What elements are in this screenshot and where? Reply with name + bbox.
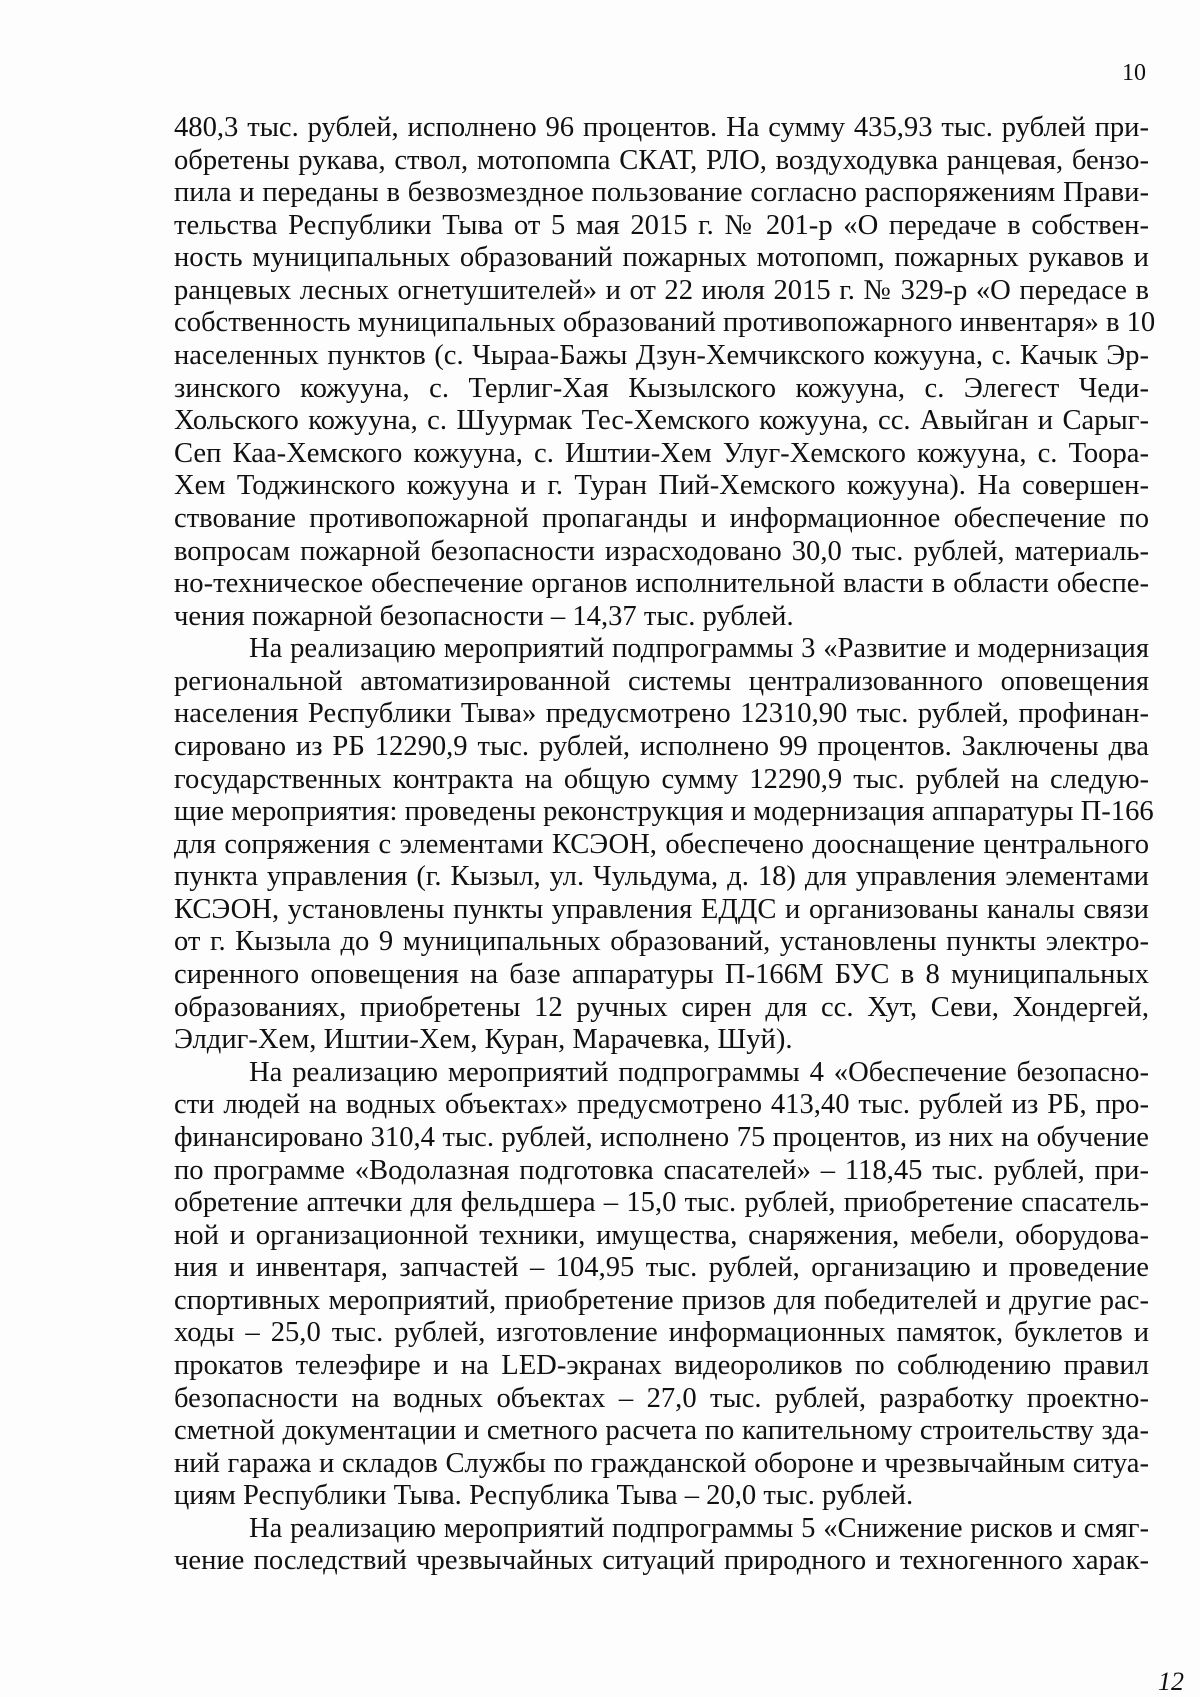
paragraph-first-line: На реализацию мероприятий подпрограммы 5 «Снижение рисков и смяг- <box>249 1512 1149 1544</box>
text-line: сметной документации и сметного расчета по капительному строительству зда- <box>174 1415 1149 1447</box>
text-line: ствование противопожарной пропаганды и информационное обеспечение по <box>174 502 1149 534</box>
text-line: чение последствий чрезвычайных ситуаций природного и техногенного харак- <box>174 1545 1149 1577</box>
page-number: 10 <box>1122 60 1146 86</box>
text-line: Хем Тоджинского кожууна и г. Туран Пий-Хемского кожууна). На совершен- <box>174 470 1149 502</box>
text-line: Хольского кожууна, с. Шуурмак Тес-Хемского кожууна, сс. Авыйган и Сарыг- <box>174 405 1149 437</box>
text-line: 480,3 тыс. рублей, исполнено 96 процентов. На сумму 435,93 тыс. рублей при- <box>174 112 1149 143</box>
paragraph-first-line: На реализацию мероприятий подпрограммы 3 «Развитие и модернизация <box>249 633 1149 665</box>
text-line: пила и переданы в безвозмездное пользование согласно распоряжениям Прави- <box>174 177 1149 209</box>
text-line: ходы – 25,0 тыс. рублей, изготовление информационных памяток, буклетов и <box>174 1317 1149 1349</box>
text-line: населения Республики Тыва» предусмотрено 12310,90 тыс. рублей, профинан- <box>174 698 1149 730</box>
text-line: ния и инвентаря, запчастей – 104,95 тыс. рублей, организацию и проведение <box>174 1252 1149 1284</box>
text-line: финансировано 310,4 тыс. рублей, исполнено 75 процентов, из них на обучение <box>174 1121 1149 1153</box>
text-line: безопасности на водных объектах – 27,0 тыс. рублей, разработку проектно- <box>174 1382 1149 1414</box>
text-line: сиренного оповещения на базе аппаратуры П-166М БУС в 8 муниципальных <box>174 959 1149 991</box>
text-line: вопросам пожарной безопасности израсходовано 30,0 тыс. рублей, материаль- <box>174 535 1149 567</box>
text-line: населенных пунктов (с. Чыраа-Бажы Дзун-Хемчикского кожууна, с. Качык Эр- <box>174 340 1149 372</box>
text-line: сировано из РБ 12290,9 тыс. рублей, исполнено 99 процентов. Заключены два <box>174 730 1149 762</box>
text-line: государственных контракта на общую сумму 12290,9 тыс. рублей на следую- <box>174 763 1149 795</box>
text-line: образованиях, приобретены 12 ручных сирен для сс. Хут, Севи, Хондергей, <box>174 991 1149 1023</box>
text-line: чения пожарной безопасности – 14,37 тыс. рублей. <box>174 600 794 632</box>
text-line: по программе «Водолазная подготовка спасателей» – 118,45 тыс. рублей, при- <box>174 1154 1149 1186</box>
paragraph-first-line: На реализацию мероприятий подпрограммы 4 «Обеспечение безопасно- <box>249 1056 1149 1088</box>
text-line: зинского кожууна, с. Терлиг-Хая Кызылского кожууна, с. Элегест Чеди- <box>174 372 1149 404</box>
text-line: обретены рукава, ствол, мотопомпа СКАТ, РЛО, воздуходувка ранцевая, бензо- <box>174 144 1149 176</box>
text-line: щие мероприятия: проведены реконструкция и модернизация аппаратуры П-166 <box>174 796 1154 828</box>
text-line: ний гаража и складов Службы по гражданской обороне и чрезвычайным ситуа- <box>174 1447 1149 1479</box>
text-line: ность муниципальных образований пожарных мотопомп, пожарных рукавов и <box>174 242 1149 274</box>
text-line: тельства Республики Тыва от 5 мая 2015 г. № 201-р «О передаче в собствен- <box>174 209 1149 241</box>
text-line: ранцевых лесных огнетушителей» и от 22 июля 2015 г. № 329-р «О передасе в <box>174 274 1149 306</box>
text-line: Элдиг-Хем, Иштии-Хем, Куран, Марачевка, Шуй). <box>174 1024 793 1056</box>
text-line: КСЭОН, установлены пункты управления ЕДДС и организованы каналы связи <box>174 893 1149 925</box>
text-line: пункта управления (г. Кызыл, ул. Чульдума, д. 18) для управления элементами <box>174 861 1149 893</box>
document-body <box>174 112 1156 1578</box>
text-line: спортивных мероприятий, приобретение призов для победителей и другие рас- <box>174 1284 1149 1316</box>
handwritten-page-mark: 12 <box>1158 1667 1184 1696</box>
text-line: от г. Кызыла до 9 муниципальных образований, установлены пункты электро- <box>174 926 1149 958</box>
text-line: циям Республики Тыва. Республика Тыва – 20,0 тыс. рублей. <box>174 1480 914 1512</box>
text-line: но-техническое обеспечение органов исполнительной власти в области обеспе- <box>174 568 1149 600</box>
text-line: для сопряжения с элементами КСЭОН, обеспечено дооснащение центрального <box>174 828 1149 860</box>
text-line: прокатов телеэфире и на LED-экранах видеороликов по соблюдению правил <box>174 1349 1149 1381</box>
text-line: Сеп Каа-Хемского кожууна, с. Иштии-Хем Улуг-Хемского кожууна, с. Тоора- <box>174 437 1149 469</box>
text-line: сти людей на водных объектах» предусмотрено 413,40 тыс. рублей из РБ, про- <box>174 1089 1149 1121</box>
text-line: региональной автоматизированной системы централизованного оповещения <box>174 665 1149 697</box>
text-line: собственность муниципальных образований противопожарного инвентаря» в 10 <box>174 307 1156 339</box>
text-line: ной и организационной техники, имущества, снаряжения, мебели, оборудова- <box>174 1219 1149 1251</box>
text-line: обретение аптечки для фельдшера – 15,0 тыс. рублей, приобретение спасатель- <box>174 1187 1149 1219</box>
